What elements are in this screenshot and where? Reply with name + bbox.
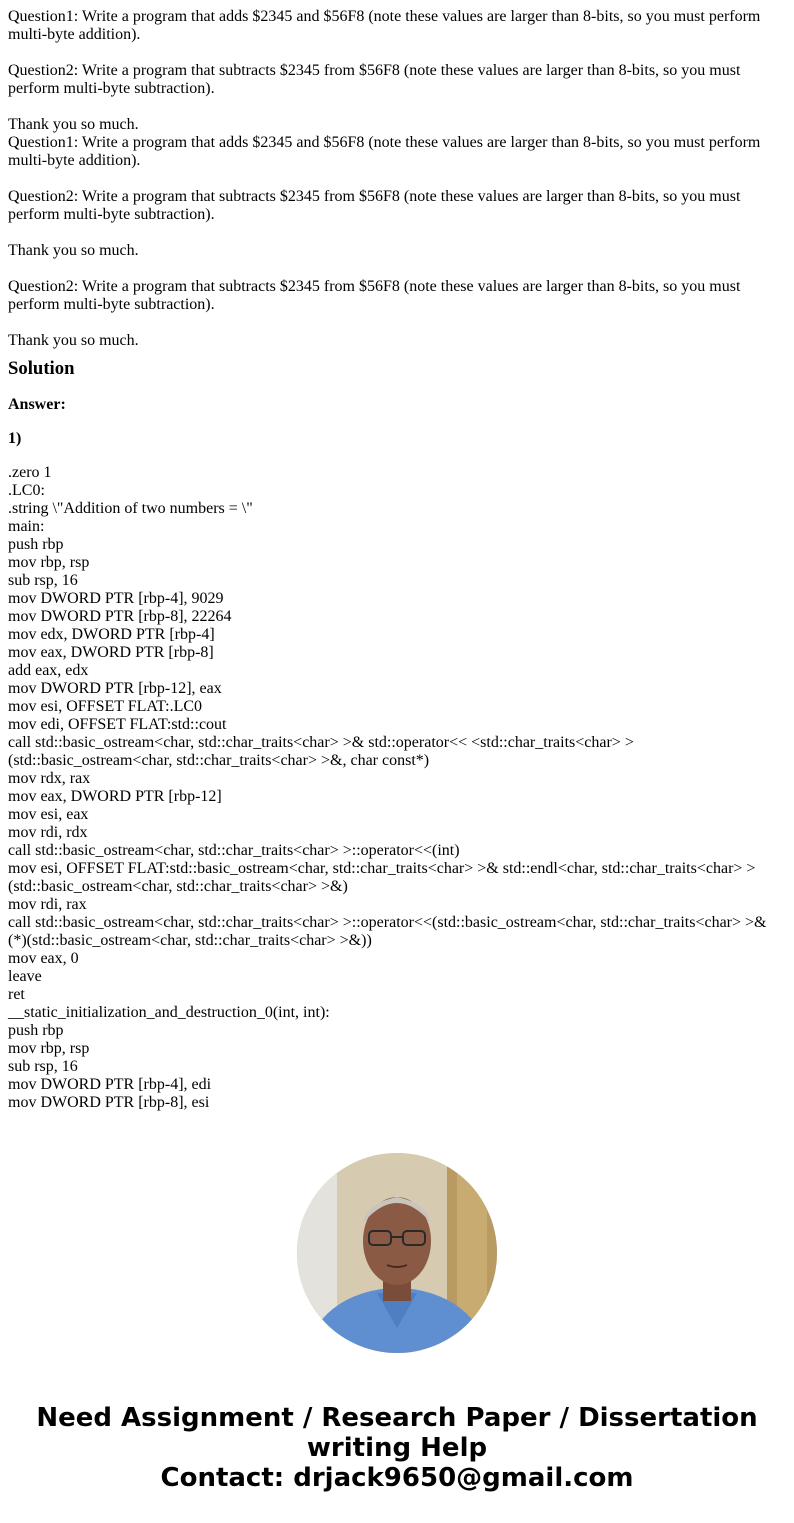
code-line: mov rdx, rax — [8, 770, 91, 787]
code-line: mov esi, OFFSET FLAT:.LC0 — [8, 698, 203, 715]
code-line: sub rsp, 16 — [8, 1058, 78, 1075]
code-line: main: — [8, 518, 45, 535]
footer-line-1: Need Assignment / Research Paper / Dissertation — [36, 1403, 758, 1433]
document-body — [8, 8, 778, 1112]
thanks-text-repeat-2: Thank you so much. — [8, 332, 139, 349]
code-line: .LC0: — [8, 482, 45, 499]
answer-label: Answer: — [8, 396, 66, 413]
question-2-text-repeat: Question2: Write a program that subtracts $2345 from $56F8 (note these values are larger than 8-bits, so you must perform multi-byte subtraction). — [8, 188, 745, 223]
question-1-text: Question1: Write a program that adds $2345 and $56F8 (note these values are larger than 8-bits, so you must perform multi-byte addition). — [8, 8, 765, 43]
person-photo-icon — [297, 1153, 497, 1353]
question-1-text-repeat: Question1: Write a program that adds $2345 and $56F8 (note these values are larger than 8-bits, so you must perform multi-byte addition). — [8, 134, 765, 169]
code-line: mov esi, OFFSET FLAT:std::basic_ostream<char, std::char_traits<char> >& std::endl<char, std::char_traits<char> > (std::basic_ostream<char, std::char_traits<char> >&) — [8, 860, 760, 895]
code-line: mov eax, DWORD PTR [rbp-12] — [8, 788, 222, 805]
footer-contact: Contact: drjack9650@gmail.com — [160, 1463, 634, 1493]
code-line: call std::basic_ostream<char, std::char_traits<char> >::operator<<(int) — [8, 842, 460, 859]
part-label: 1) — [8, 430, 22, 447]
code-line: ret — [8, 986, 25, 1003]
code-line: push rbp — [8, 1022, 64, 1039]
thanks-text-repeat: Thank you so much. — [8, 242, 139, 259]
code-line: mov eax, 0 — [8, 950, 79, 967]
code-line: __static_initialization_and_destruction_0(int, int): — [8, 1004, 330, 1021]
footer-banner — [0, 1403, 794, 1493]
code-block — [8, 464, 778, 1112]
code-line: sub rsp, 16 — [8, 572, 78, 589]
code-line: add eax, edx — [8, 662, 89, 679]
code-line: mov rbp, rsp — [8, 1040, 90, 1057]
code-line: mov edi, OFFSET FLAT:std::cout — [8, 716, 227, 733]
footer-line-2: writing Help — [306, 1433, 488, 1463]
code-line: push rbp — [8, 536, 64, 553]
thanks-text: Thank you so much. — [8, 116, 139, 133]
question-2-text-repeat-2: Question2: Write a program that subtracts $2345 from $56F8 (note these values are larger than 8-bits, so you must perform multi-byte subtraction). — [8, 278, 745, 313]
code-line: call std::basic_ostream<char, std::char_traits<char> >::operator<<(std::basic_ostream<char, std::char_traits<char> >& (*)(std::basic_ostream<char, std::char_traits<char> >&)) — [8, 914, 771, 949]
code-line: mov rbp, rsp — [8, 554, 90, 571]
code-line: mov eax, DWORD PTR [rbp-8] — [8, 644, 214, 661]
question-2-text: Question2: Write a program that subtracts $2345 from $56F8 (note these values are larger than 8-bits, so you must perform multi-byte subtraction). — [8, 62, 745, 97]
code-line: mov DWORD PTR [rbp-8], esi — [8, 1094, 210, 1111]
code-line: mov DWORD PTR [rbp-4], 9029 — [8, 590, 224, 607]
code-line: mov rdi, rdx — [8, 824, 88, 841]
code-line: mov DWORD PTR [rbp-4], edi — [8, 1076, 212, 1093]
solution-heading: Solution — [8, 358, 75, 379]
code-line: mov DWORD PTR [rbp-12], eax — [8, 680, 222, 697]
code-line: leave — [8, 968, 42, 985]
code-line: mov edx, DWORD PTR [rbp-4] — [8, 626, 215, 643]
code-line: .string \"Addition of two numbers = \" — [8, 500, 253, 517]
code-line: call std::basic_ostream<char, std::char_traits<char> >& std::operator<< <std::char_traits<char> > (std::basic_ostream<char, std::char_traits<char> >&, char const*) — [8, 734, 638, 769]
code-line: mov DWORD PTR [rbp-8], 22264 — [8, 608, 232, 625]
author-avatar — [297, 1153, 497, 1353]
code-line: mov rdi, rax — [8, 896, 87, 913]
code-line: .zero 1 — [8, 464, 52, 481]
code-line: mov esi, eax — [8, 806, 89, 823]
